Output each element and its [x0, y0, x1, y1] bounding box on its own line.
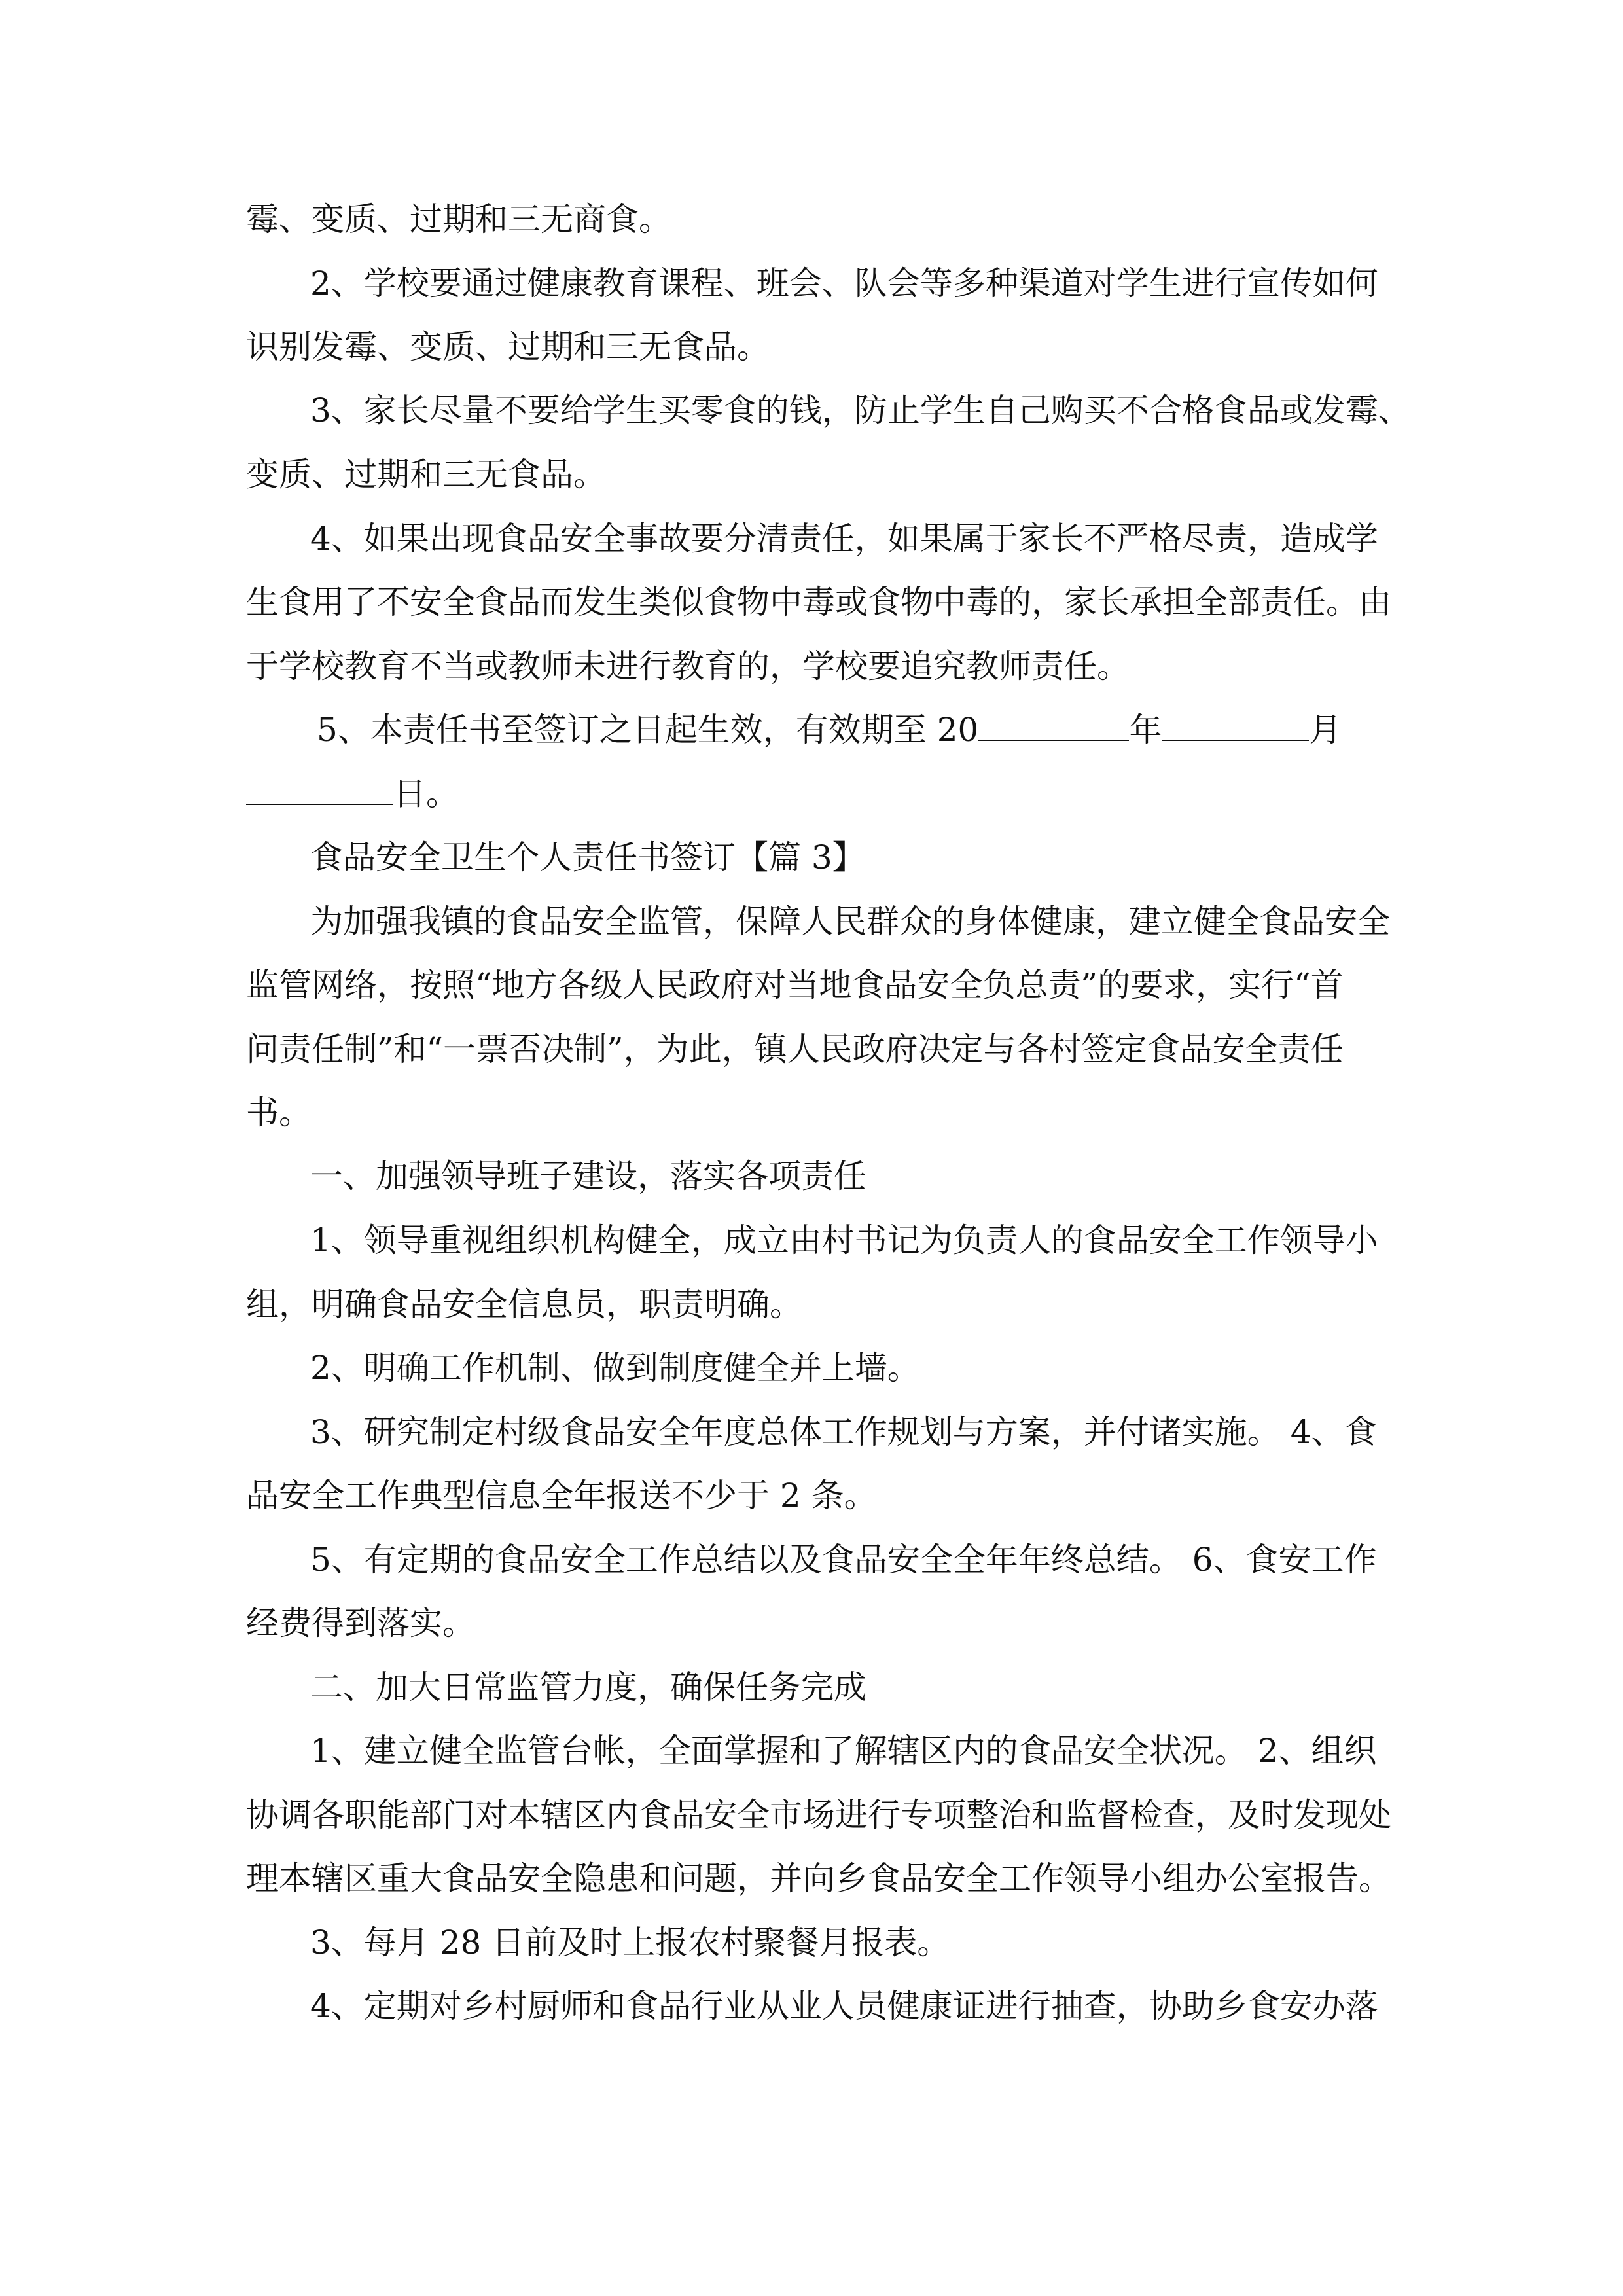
text-line: 经费得到落实。 [246, 1604, 475, 1642]
text-line: 理本辖区重大食品安全隐患和问题，并向乡食品安全工作领导小组办公室报告。 [246, 1859, 1391, 1897]
text-line: 3、每月 28 日前及时上报农村聚餐月报表。 [310, 1924, 950, 1962]
validity-day: 日。 [393, 775, 459, 813]
section-title: 食品安全卫生个人责任书签订【篇 3】 [310, 838, 865, 876]
month-blank [1162, 713, 1309, 741]
text-line: 3、家长尽量不要给学生买零食的钱，防止学生自己购买不合格食品或发霉、 [310, 391, 1411, 429]
text-line: 霉、变质、过期和三无商食。 [246, 200, 671, 238]
text-line: 识别发霉、变质、过期和三无食品。 [246, 328, 770, 366]
text-line: 5、有定期的食品安全工作总结以及食品安全全年年终总结。 6、食安工作 [310, 1541, 1377, 1579]
text-line: 3、研究制定村级食品安全年度总体工作规划与方案，并付诸实施。 4、食 [310, 1413, 1377, 1451]
validity-year: 年 [1129, 711, 1162, 749]
text-line: 协调各职能部门对本辖区内食品安全市场进行专项整治和监督检查，及时发现处 [246, 1796, 1391, 1834]
text-line: 1、领导重视组织机构健全，成立由村书记为负责人的食品安全工作领导小 [310, 1221, 1378, 1259]
text-line: 1、建立健全监管台帐，全面掌握和了解辖区内的食品安全状况。 2、组织 [310, 1732, 1377, 1770]
text-line: 2、学校要通过健康教育课程、班会、队会等多种渠道对学生进行宣传如何 [310, 264, 1378, 302]
text-line: 生食用了不安全食品而发生类似食物中毒或食物中毒的，家长承担全部责任。由 [246, 583, 1391, 621]
heading-2: 二、加大日常监管力度，确保任务完成 [310, 1668, 866, 1706]
text-line: 为加强我镇的食品安全监管，保障人民群众的身体健康，建立健全食品安全 [310, 903, 1390, 941]
year-blank [978, 713, 1129, 741]
text-line: 问责任制”和“一票否决制”，为此，镇人民政府决定与各村签定食品安全责任 [246, 1030, 1344, 1068]
text-line: 组，明确食品安全信息员，职责明确。 [246, 1285, 802, 1323]
text-line: 书。 [246, 1094, 312, 1132]
validity-month: 月 [1309, 711, 1342, 749]
text-line: 监管网络，按照“地方各级人民政府对当地食品安全负总责”的要求，实行“首 [246, 966, 1344, 1004]
text-line: 变质、过期和三无食品。 [246, 456, 606, 493]
text-line: 4、定期对乡村厨师和食品行业从业人员健康证进行抽查，协助乡食安办落 [310, 1987, 1378, 2025]
text-line: 2、明确工作机制、做到制度健全并上墙。 [310, 1349, 920, 1387]
heading-1: 一、加强领导班子建设，落实各项责任 [310, 1157, 866, 1195]
text-line: 4、如果出现食品安全事故要分清责任，如果属于家长不严格尽责，造成学 [310, 520, 1378, 558]
text-line: 于学校教育不当或教师未进行教育的，学校要追究教师责任。 [246, 647, 1130, 685]
text-line: 品安全工作典型信息全年报送不少于 2 条。 [246, 1477, 877, 1515]
day-blank [246, 778, 393, 805]
validity-day-line [246, 774, 459, 814]
validity-line [317, 710, 1342, 749]
validity-prefix: 5、本责任书至签订之日起生效，有效期至 20 [317, 711, 979, 749]
